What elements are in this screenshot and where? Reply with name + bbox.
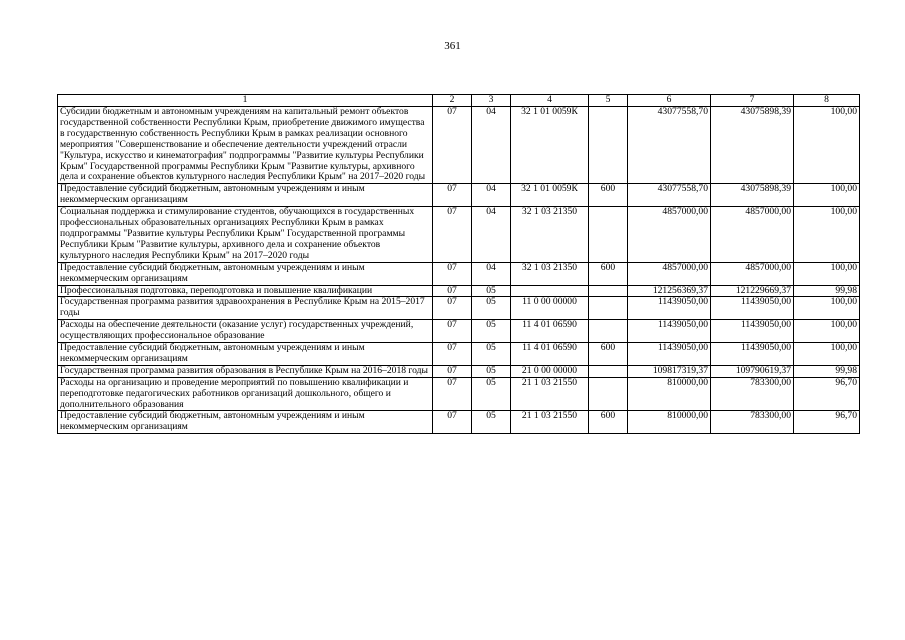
row-kind — [589, 107, 628, 184]
row-fact: 11439050,00 — [711, 343, 794, 366]
row-subsection: 05 — [472, 377, 511, 411]
row-fact: 4857000,00 — [711, 262, 794, 285]
page-number: 361 — [444, 40, 461, 52]
column-header: 4 — [511, 95, 589, 107]
row-section: 07 — [433, 285, 472, 297]
row-subsection: 04 — [472, 262, 511, 285]
row-percent: 99,98 — [794, 285, 860, 297]
row-name: Расходы на организацию и проведение мероприятий по повышению квалификации и переподготовке педагогических работников организаций дошкольного, общего и дополнительного образования — [58, 377, 433, 411]
row-plan: 4857000,00 — [628, 262, 711, 285]
row-fact: 783300,00 — [711, 411, 794, 434]
row-section: 07 — [433, 107, 472, 184]
row-fact: 109790619,37 — [711, 365, 794, 377]
row-fact: 121229669,37 — [711, 285, 794, 297]
row-section: 07 — [433, 184, 472, 207]
row-fact: 43075898,39 — [711, 107, 794, 184]
table-row — [58, 107, 860, 184]
row-target: 21 0 00 00000 — [511, 365, 589, 377]
table-row — [58, 365, 860, 377]
column-header: 2 — [433, 95, 472, 107]
row-target: 21 1 03 21550 — [511, 411, 589, 434]
row-subsection: 04 — [472, 207, 511, 263]
row-subsection: 05 — [472, 320, 511, 343]
table-row — [58, 320, 860, 343]
row-subsection: 05 — [472, 411, 511, 434]
row-target: 11 4 01 06590 — [511, 320, 589, 343]
table-row — [58, 343, 860, 366]
row-target: 32 1 01 0059К — [511, 107, 589, 184]
row-target: 32 1 03 21350 — [511, 207, 589, 263]
row-percent: 100,00 — [794, 184, 860, 207]
row-plan: 43077558,70 — [628, 107, 711, 184]
column-header: 6 — [628, 95, 711, 107]
table-row — [58, 184, 860, 207]
row-plan: 810000,00 — [628, 377, 711, 411]
row-section: 07 — [433, 377, 472, 411]
row-percent: 100,00 — [794, 320, 860, 343]
row-plan: 11439050,00 — [628, 297, 711, 320]
row-kind: 600 — [589, 262, 628, 285]
row-fact: 11439050,00 — [711, 297, 794, 320]
row-fact: 43075898,39 — [711, 184, 794, 207]
row-name: Субсидии бюджетным и автономным учреждениям на капитальный ремонт объектов государственной собственности Республики Крым, приобретение движимого имущества в государственную собственность Республики Крым в рамках реализации основного мероприятия "Совершенствование и обеспечение деятельности учреждений отрасли "Культура, искусство и кинематография" подпрограммы "Развитие культуры Республики Крым" Государственной программы Республики Крым "Развитие культуры, архивного дела и сохранение объектов культурного наследия Республики Крым" на 2017–2020 годы — [58, 107, 433, 184]
row-percent: 99,98 — [794, 365, 860, 377]
row-section: 07 — [433, 297, 472, 320]
column-header: 5 — [589, 95, 628, 107]
row-subsection: 04 — [472, 184, 511, 207]
column-header: 3 — [472, 95, 511, 107]
column-header: 1 — [58, 95, 433, 107]
row-name: Предоставление субсидий бюджетным, автономным учреждениям и иным некоммерческим организациям — [58, 184, 433, 207]
row-kind — [589, 320, 628, 343]
row-section: 07 — [433, 320, 472, 343]
row-name: Профессиональная подготовка, переподготовка и повышение квалификации — [58, 285, 433, 297]
column-header: 7 — [711, 95, 794, 107]
row-target: 11 0 00 00000 — [511, 297, 589, 320]
row-target: 32 1 03 21350 — [511, 262, 589, 285]
row-subsection: 05 — [472, 365, 511, 377]
table-header-row — [58, 95, 860, 107]
row-name: Предоставление субсидий бюджетным, автономным учреждениям и иным некоммерческим организациям — [58, 343, 433, 366]
row-target: 21 1 03 21550 — [511, 377, 589, 411]
row-plan: 43077558,70 — [628, 184, 711, 207]
row-plan: 11439050,00 — [628, 320, 711, 343]
row-subsection: 04 — [472, 107, 511, 184]
row-plan: 109817319,37 — [628, 365, 711, 377]
row-percent: 100,00 — [794, 207, 860, 263]
row-section: 07 — [433, 411, 472, 434]
row-plan: 121256369,37 — [628, 285, 711, 297]
row-plan: 4857000,00 — [628, 207, 711, 263]
row-percent: 96,70 — [794, 377, 860, 411]
row-subsection: 05 — [472, 343, 511, 366]
column-header: 8 — [794, 95, 860, 107]
table-row — [58, 411, 860, 434]
row-percent: 100,00 — [794, 262, 860, 285]
row-kind — [589, 207, 628, 263]
row-percent: 100,00 — [794, 297, 860, 320]
row-kind: 600 — [589, 411, 628, 434]
row-kind — [589, 297, 628, 320]
budget-table — [57, 94, 860, 434]
row-kind — [589, 365, 628, 377]
row-section: 07 — [433, 365, 472, 377]
row-percent: 100,00 — [794, 343, 860, 366]
row-kind: 600 — [589, 343, 628, 366]
table-row — [58, 207, 860, 263]
row-section: 07 — [433, 343, 472, 366]
row-name: Предоставление субсидий бюджетным, автономным учреждениям и иным некоммерческим организациям — [58, 411, 433, 434]
row-section: 07 — [433, 207, 472, 263]
row-percent: 100,00 — [794, 107, 860, 184]
row-plan: 11439050,00 — [628, 343, 711, 366]
table-row — [58, 262, 860, 285]
row-name: Государственная программа развития образования в Республике Крым на 2016–2018 годы — [58, 365, 433, 377]
row-name: Предоставление субсидий бюджетным, автономным учреждениям и иным некоммерческим организациям — [58, 262, 433, 285]
row-target: 11 4 01 06590 — [511, 343, 589, 366]
row-fact: 4857000,00 — [711, 207, 794, 263]
row-subsection: 05 — [472, 285, 511, 297]
table-row — [58, 285, 860, 297]
row-target — [511, 285, 589, 297]
row-fact: 11439050,00 — [711, 320, 794, 343]
row-name: Расходы на обеспечение деятельности (оказание услуг) государственных учреждений, осуществляющих профессиональное образование — [58, 320, 433, 343]
table-row — [58, 377, 860, 411]
row-subsection: 05 — [472, 297, 511, 320]
row-percent: 96,70 — [794, 411, 860, 434]
row-section: 07 — [433, 262, 472, 285]
row-kind — [589, 285, 628, 297]
row-fact: 783300,00 — [711, 377, 794, 411]
row-name: Социальная поддержка и стимулирование студентов, обучающихся в государственных профессиональных образовательных организациях Республики Крым в рамках подпрограммы "Развитие культуры Республики Крым" Государственной программы Республики Крым "Развитие культуры, архивного дела и сохранение объектов культурного наследия Республики Крым" на 2017–2020 годы — [58, 207, 433, 263]
row-kind — [589, 377, 628, 411]
row-target: 32 1 01 0059К — [511, 184, 589, 207]
table-row — [58, 297, 860, 320]
row-plan: 810000,00 — [628, 411, 711, 434]
row-name: Государственная программа развития здравоохранения в Республике Крым на 2015–2017 годы — [58, 297, 433, 320]
row-kind: 600 — [589, 184, 628, 207]
